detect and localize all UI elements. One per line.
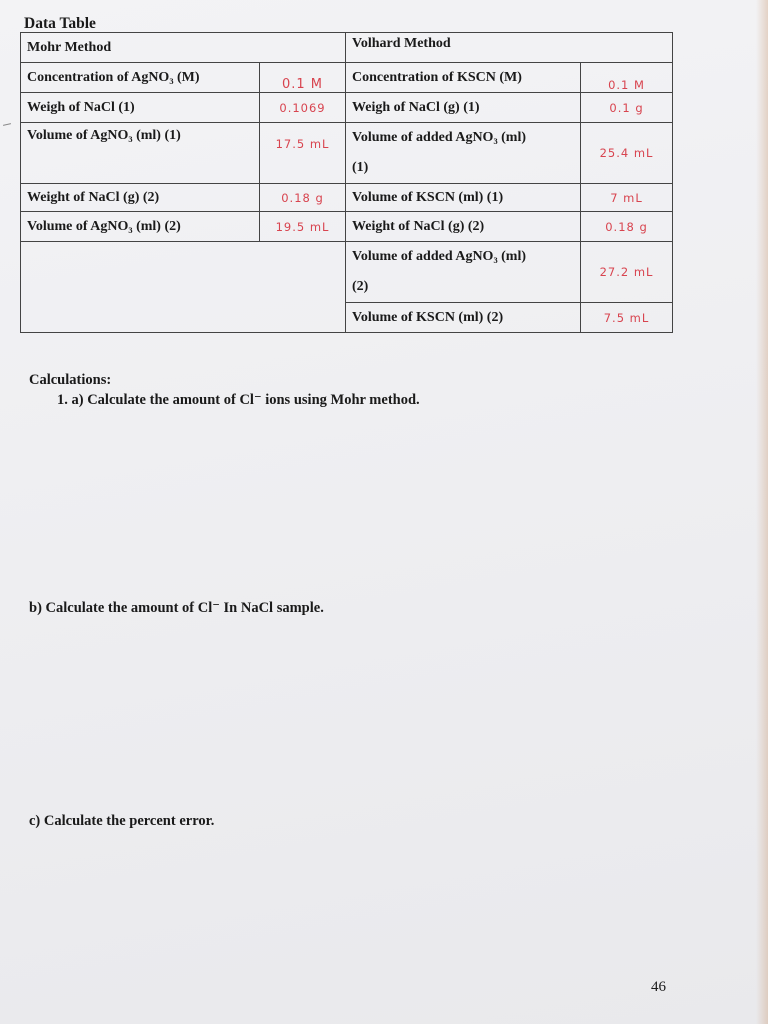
mohr-value: 0.1069 [260,93,346,123]
page-number: 46 [651,979,666,995]
mohr-label: Volume of AgNO₃ (ml) (2) [21,212,260,242]
volhard-value: 27.2 mL [581,242,673,303]
volhard-label-cont: (1) [352,160,369,175]
table-title: Data Table [24,15,96,32]
volhard-label: Concentration of KSCN (M) [346,63,581,93]
mohr-label: Weigh of NaCl (1) [21,93,260,123]
mohr-value: 19.5 mL [260,212,346,242]
volhard-value: 25.4 mL [581,123,673,184]
volhard-header: Volhard Method [346,33,673,63]
volhard-label: Weigh of NaCl (g) (1) [346,93,581,123]
mohr-label: Volume of AgNO₃ (ml) (1) [21,123,260,184]
table-row [21,33,673,63]
table-row [21,123,673,184]
table-row [21,184,673,212]
volhard-label-multiline [346,242,581,303]
question-1a: 1. a) Calculate the amount of Cl⁻ ions using Mohr method. [57,392,420,408]
calculations-heading: Calculations: [29,372,112,388]
mohr-label: Concentration of AgNO₃ (M) [21,63,260,93]
volhard-value: 0.1 g [581,93,673,123]
mohr-value: 0.18 g [260,184,346,212]
volhard-label: Volume of added AgNO₃ (ml) [352,249,527,264]
mohr-value: 17.5 mL [260,123,346,184]
table-row [21,63,673,93]
volhard-value: 0.18 g [581,212,673,242]
empty-cell [21,242,346,333]
volhard-label-cont: (2) [352,279,369,294]
data-table [20,32,673,333]
margin-mark [3,123,11,126]
question-1c: c) Calculate the percent error. [29,813,215,829]
volhard-label: Volume of added AgNO₃ (ml) [352,130,527,145]
volhard-label-multiline [346,123,581,184]
volhard-value: 7.5 mL [581,303,673,333]
page-edge-shade [756,0,768,1024]
volhard-label: Volume of KSCN (ml) (1) [346,184,581,212]
question-1b: b) Calculate the amount of Cl⁻ In NaCl sample. [29,600,324,616]
volhard-label: Volume of KSCN (ml) (2) [346,303,581,333]
table-row [21,242,673,303]
mohr-label: Weight of NaCl (g) (2) [21,184,260,212]
mohr-value: 0.1 M [260,63,346,93]
mohr-header: Mohr Method [21,33,346,63]
table-row [21,212,673,242]
table-row [21,93,673,123]
volhard-value: 0.1 M [581,63,673,93]
volhard-value: 7 mL [581,184,673,212]
volhard-label: Weight of NaCl (g) (2) [346,212,581,242]
